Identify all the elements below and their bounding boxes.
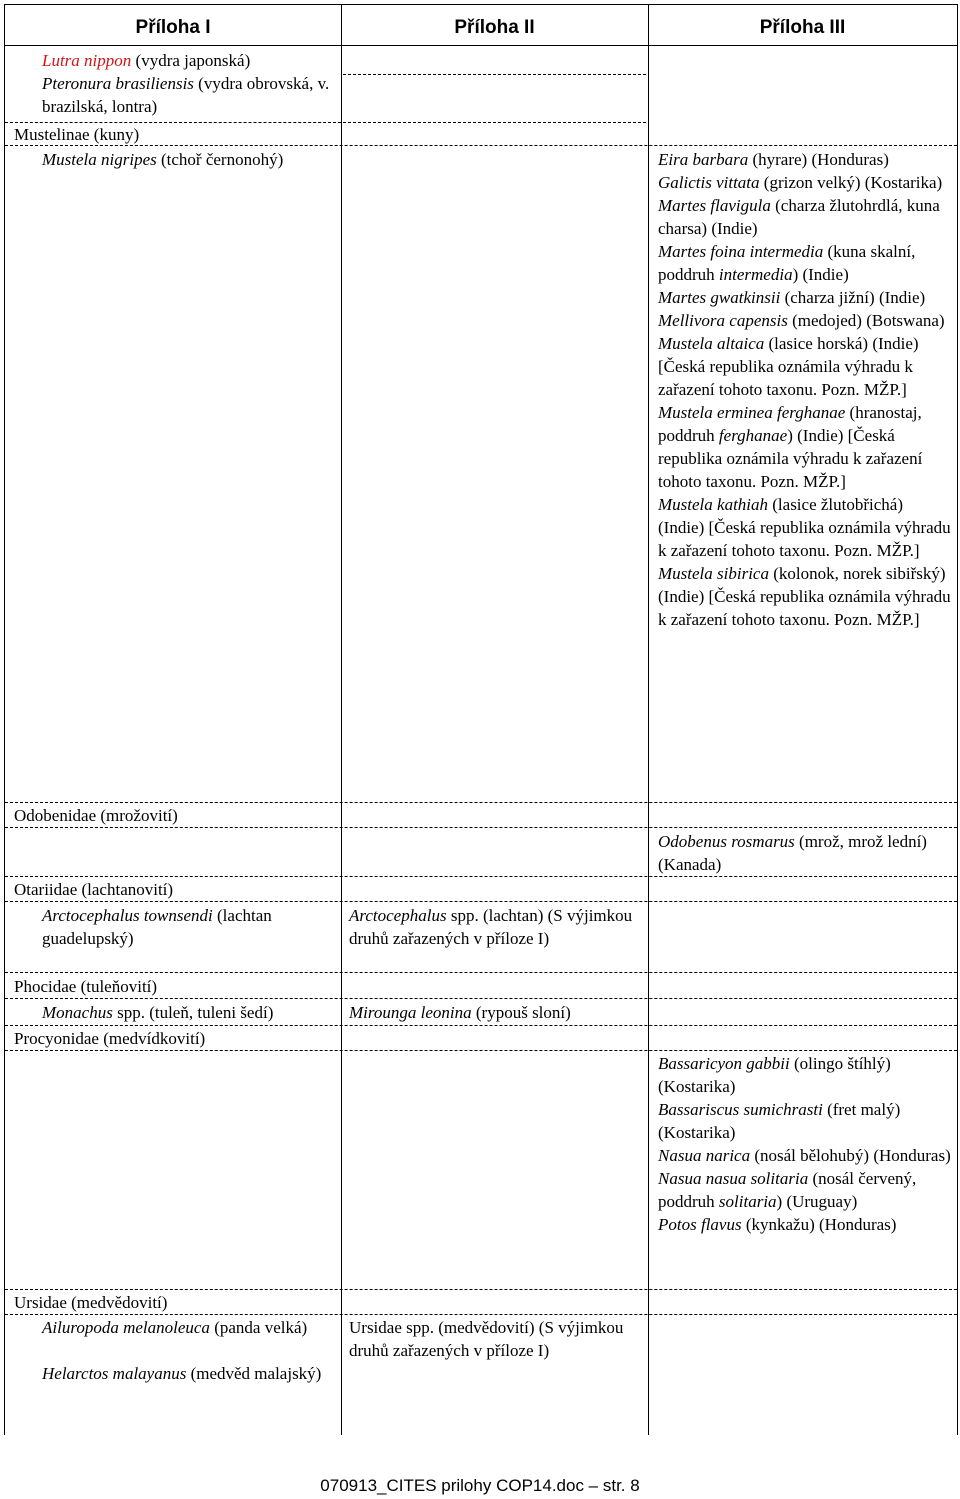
row-mustelinae [5, 148, 957, 631]
entry: Mustela kathiah (lasice žlutobřichá) (Indie) [Česká republika oznámila výhradu k zařazení tohoto taxonu. Pozn. MŽP.] [658, 495, 951, 560]
entry: Martes gwatkinsii (charza jižní) (Indie) [658, 288, 926, 307]
row-separator [5, 802, 957, 803]
family-mustelinae: Mustelinae (kuny) [14, 125, 140, 144]
entry: Potos flavus (kynkažu) (Honduras) [658, 1215, 897, 1234]
entry: Mustela nigripes (tchoř černonohý) [42, 150, 284, 169]
entry: Arctocephalus spp. (lachtan) (S výjimkou druhů zařazených v příloze I) [349, 906, 633, 948]
row-separator [5, 1025, 957, 1026]
cell-appendix-1 [5, 49, 341, 118]
cell-appendix-1 [5, 1001, 341, 1024]
row-otariidae [5, 904, 957, 950]
entry: Mellivora capensis (medojed) (Botswana) [658, 311, 945, 330]
cell-appendix-3 [648, 1052, 957, 1236]
entry: Lutra nippon (vydra japonská) [42, 51, 251, 70]
row-separator [5, 827, 957, 828]
cell-appendix-1 [5, 148, 341, 631]
entry: Nasua nasua solitaria (nosál červený, poddruh solitaria) (Uruguay) [658, 1169, 917, 1211]
entry: Galictis vittata (grizon velký) (Kostarika) [658, 173, 943, 192]
entry: Eira barbara (hyrare) (Honduras) [658, 150, 889, 169]
header-priloha-3: Příloha III [759, 17, 846, 38]
header-priloha-2: Příloha II [454, 17, 535, 38]
entry-helarctos: Helarctos malayanus (medvěd malajský) [42, 1364, 322, 1383]
entry: Mustela sibirica (kolonok, norek sibiřský) (Indie) [Česká republika oznámila výhradu k zařazení tohoto taxonu. Pozn. MŽP.] [658, 564, 951, 629]
row-ursidae [5, 1316, 957, 1385]
row-separator [5, 145, 957, 146]
row-separator [5, 876, 957, 877]
header-divider [5, 45, 957, 46]
cell-appendix-2 [341, 148, 648, 631]
row-separator [5, 1314, 957, 1315]
cell-appendix-2 [341, 904, 648, 950]
table-frame [4, 4, 958, 1435]
row-procyonidae [5, 1052, 957, 1236]
row-odobenidae [5, 830, 957, 876]
entry: Mustela erminea ferghanae (hranostaj, poddruh ferghanae) (Indie) [Česká republika oznámila výhradu k zařazení tohoto taxonu. Pozn. MŽP.] [658, 403, 923, 491]
row-separator [343, 122, 646, 123]
entry: Pteronura brasiliensis (vydra obrovská, v. brazilská, lontra) [42, 74, 330, 116]
entry: Mustela altaica (lasice horská) (Indie) [Česká republika oznámila výhradu k zařazení tohoto taxonu. Pozn. MŽP.] [658, 334, 919, 399]
entry: Arctocephalus townsendi (lachtan guadelupský) [42, 906, 272, 948]
row-separator [343, 74, 646, 75]
entry: Martes foina intermedia (kuna skalní, poddruh intermedia) (Indie) [658, 242, 916, 284]
entry: Mirounga leonina (rypouš sloní) [349, 1003, 571, 1022]
row-separator [5, 972, 957, 973]
family-odobenidae: Odobenidae (mrožovití) [14, 806, 178, 825]
entry: Bassaricyon gabbii (olingo štíhlý) (Kostarika) [658, 1054, 891, 1096]
row-lutrinae-cont [5, 49, 957, 118]
row-separator [5, 122, 341, 123]
cell-appendix-2 [341, 1001, 648, 1024]
row-phocidae [5, 1001, 957, 1024]
family-procyonidae: Procyonidae (medvídkovití) [14, 1029, 206, 1048]
entry: Odobenus rosmarus (mrož, mrož lední) (Kanada) [658, 832, 927, 874]
cell-appendix-3 [648, 830, 957, 876]
cell-appendix-1 [5, 904, 341, 950]
entry: Ursidae spp. (medvědovití) (S výjimkou druhů zařazených v příloze I) [349, 1318, 624, 1360]
header-priloha-1: Příloha I [135, 17, 211, 38]
cell-appendix-1 [5, 1316, 341, 1385]
family-ursidae: Ursidae (medvědovití) [14, 1293, 168, 1312]
entry: Bassariscus sumichrasti (fret malý) (Kostarika) [658, 1100, 901, 1142]
family-phocidae: Phocidae (tuleňovití) [14, 977, 158, 996]
entry-ailuropoda: Ailuropoda melanoleuca (panda velká) [42, 1318, 308, 1337]
cell-appendix-3 [648, 148, 957, 631]
row-separator [5, 901, 957, 902]
entry: Martes flavigula (charza žlutohrdlá, kuna charsa) (Indie) [658, 196, 940, 238]
row-separator [5, 998, 957, 999]
row-separator [5, 1289, 957, 1290]
page-footer: 070913_CITES prilohy COP14.doc – str. 8 [320, 1476, 640, 1495]
family-otariidae: Otariidae (lachtanovití) [14, 880, 174, 899]
cell-appendix-2 [341, 1316, 648, 1385]
row-separator [5, 1050, 957, 1051]
entry: Nasua narica (nosál bělohubý) (Honduras) [658, 1146, 951, 1165]
entry: Monachus spp. (tuleň, tuleni šedí) [42, 1003, 274, 1022]
